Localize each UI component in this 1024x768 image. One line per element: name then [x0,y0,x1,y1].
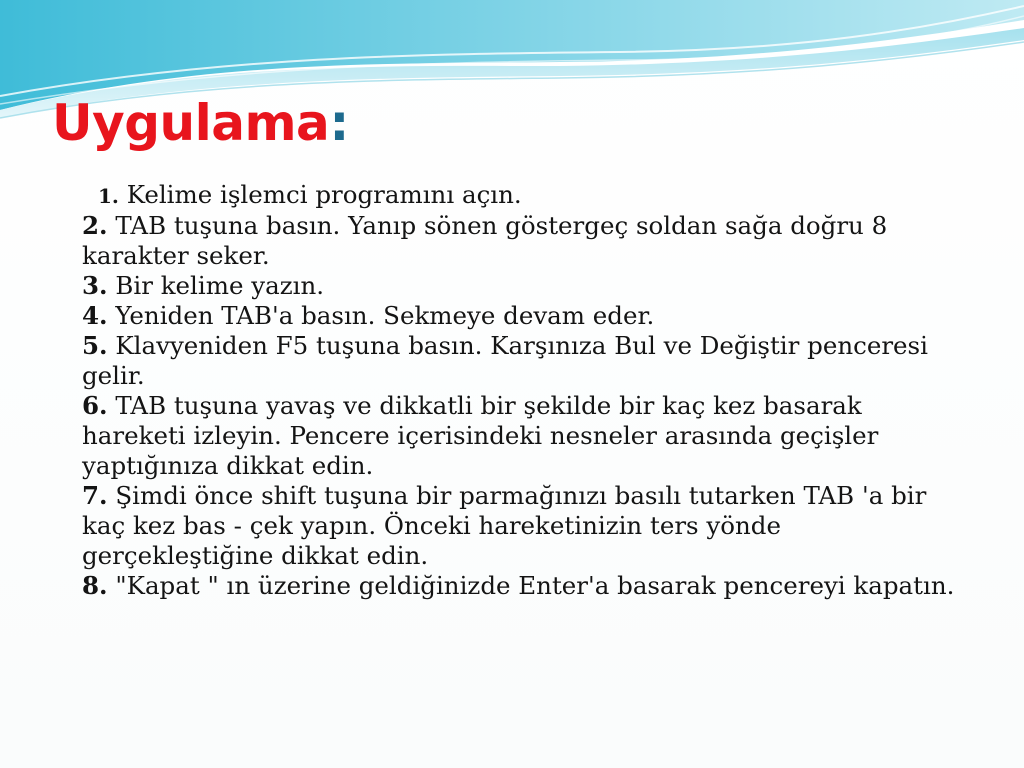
step-3 [82,271,962,301]
step-2 [82,211,962,271]
step-text: Şimdi önce shift tuşuna bir parmağınızı basılı tutarken TAB 'a bir kaç kez bas - çek yapın. Önceki hareketinizin ters yönde gerçekleştiğine dikkat edin. [82,481,927,570]
step-number: 3. [82,271,108,300]
step-text: Yeniden TAB'a basın. Sekmeye devam eder. [115,301,655,330]
step-number: 5. [82,331,108,360]
step-number: 1. [98,184,119,208]
step-number: 7. [82,481,108,510]
step-number: 2. [82,211,108,240]
step-1 [82,180,962,211]
step-5 [82,331,962,391]
title-text: Uygulama [52,94,330,152]
step-number: 6. [82,391,108,420]
step-text: TAB tuşuna basın. Yanıp sönen göstergeç soldan sağa doğru 8 karakter seker. [82,211,888,270]
step-text: TAB tuşuna yavaş ve dikkatli bir şekilde bir kaç kez basarak hareketi izleyin. Pencere içerisindeki nesneler arasında geçişler yaptığınıza dikkat edin. [82,391,879,480]
title-colon: : [329,94,349,152]
step-4 [82,301,962,331]
steps-list [82,180,962,601]
step-number: 8. [82,571,108,600]
step-number: 4. [82,301,108,330]
step-text: "Kapat " ın üzerine geldiğinizde Enter'a basarak pencereyi kapatın. [115,571,955,600]
step-text: Kelime işlemci programını açın. [126,180,522,209]
step-text: Bir kelime yazın. [115,271,325,300]
step-7 [82,481,962,571]
step-text: Klavyeniden F5 tuşuna basın. Karşınıza Bul ve Değiştir penceresi gelir. [82,331,928,390]
slide-title [52,94,349,152]
step-6 [82,391,962,481]
step-8 [82,571,962,601]
